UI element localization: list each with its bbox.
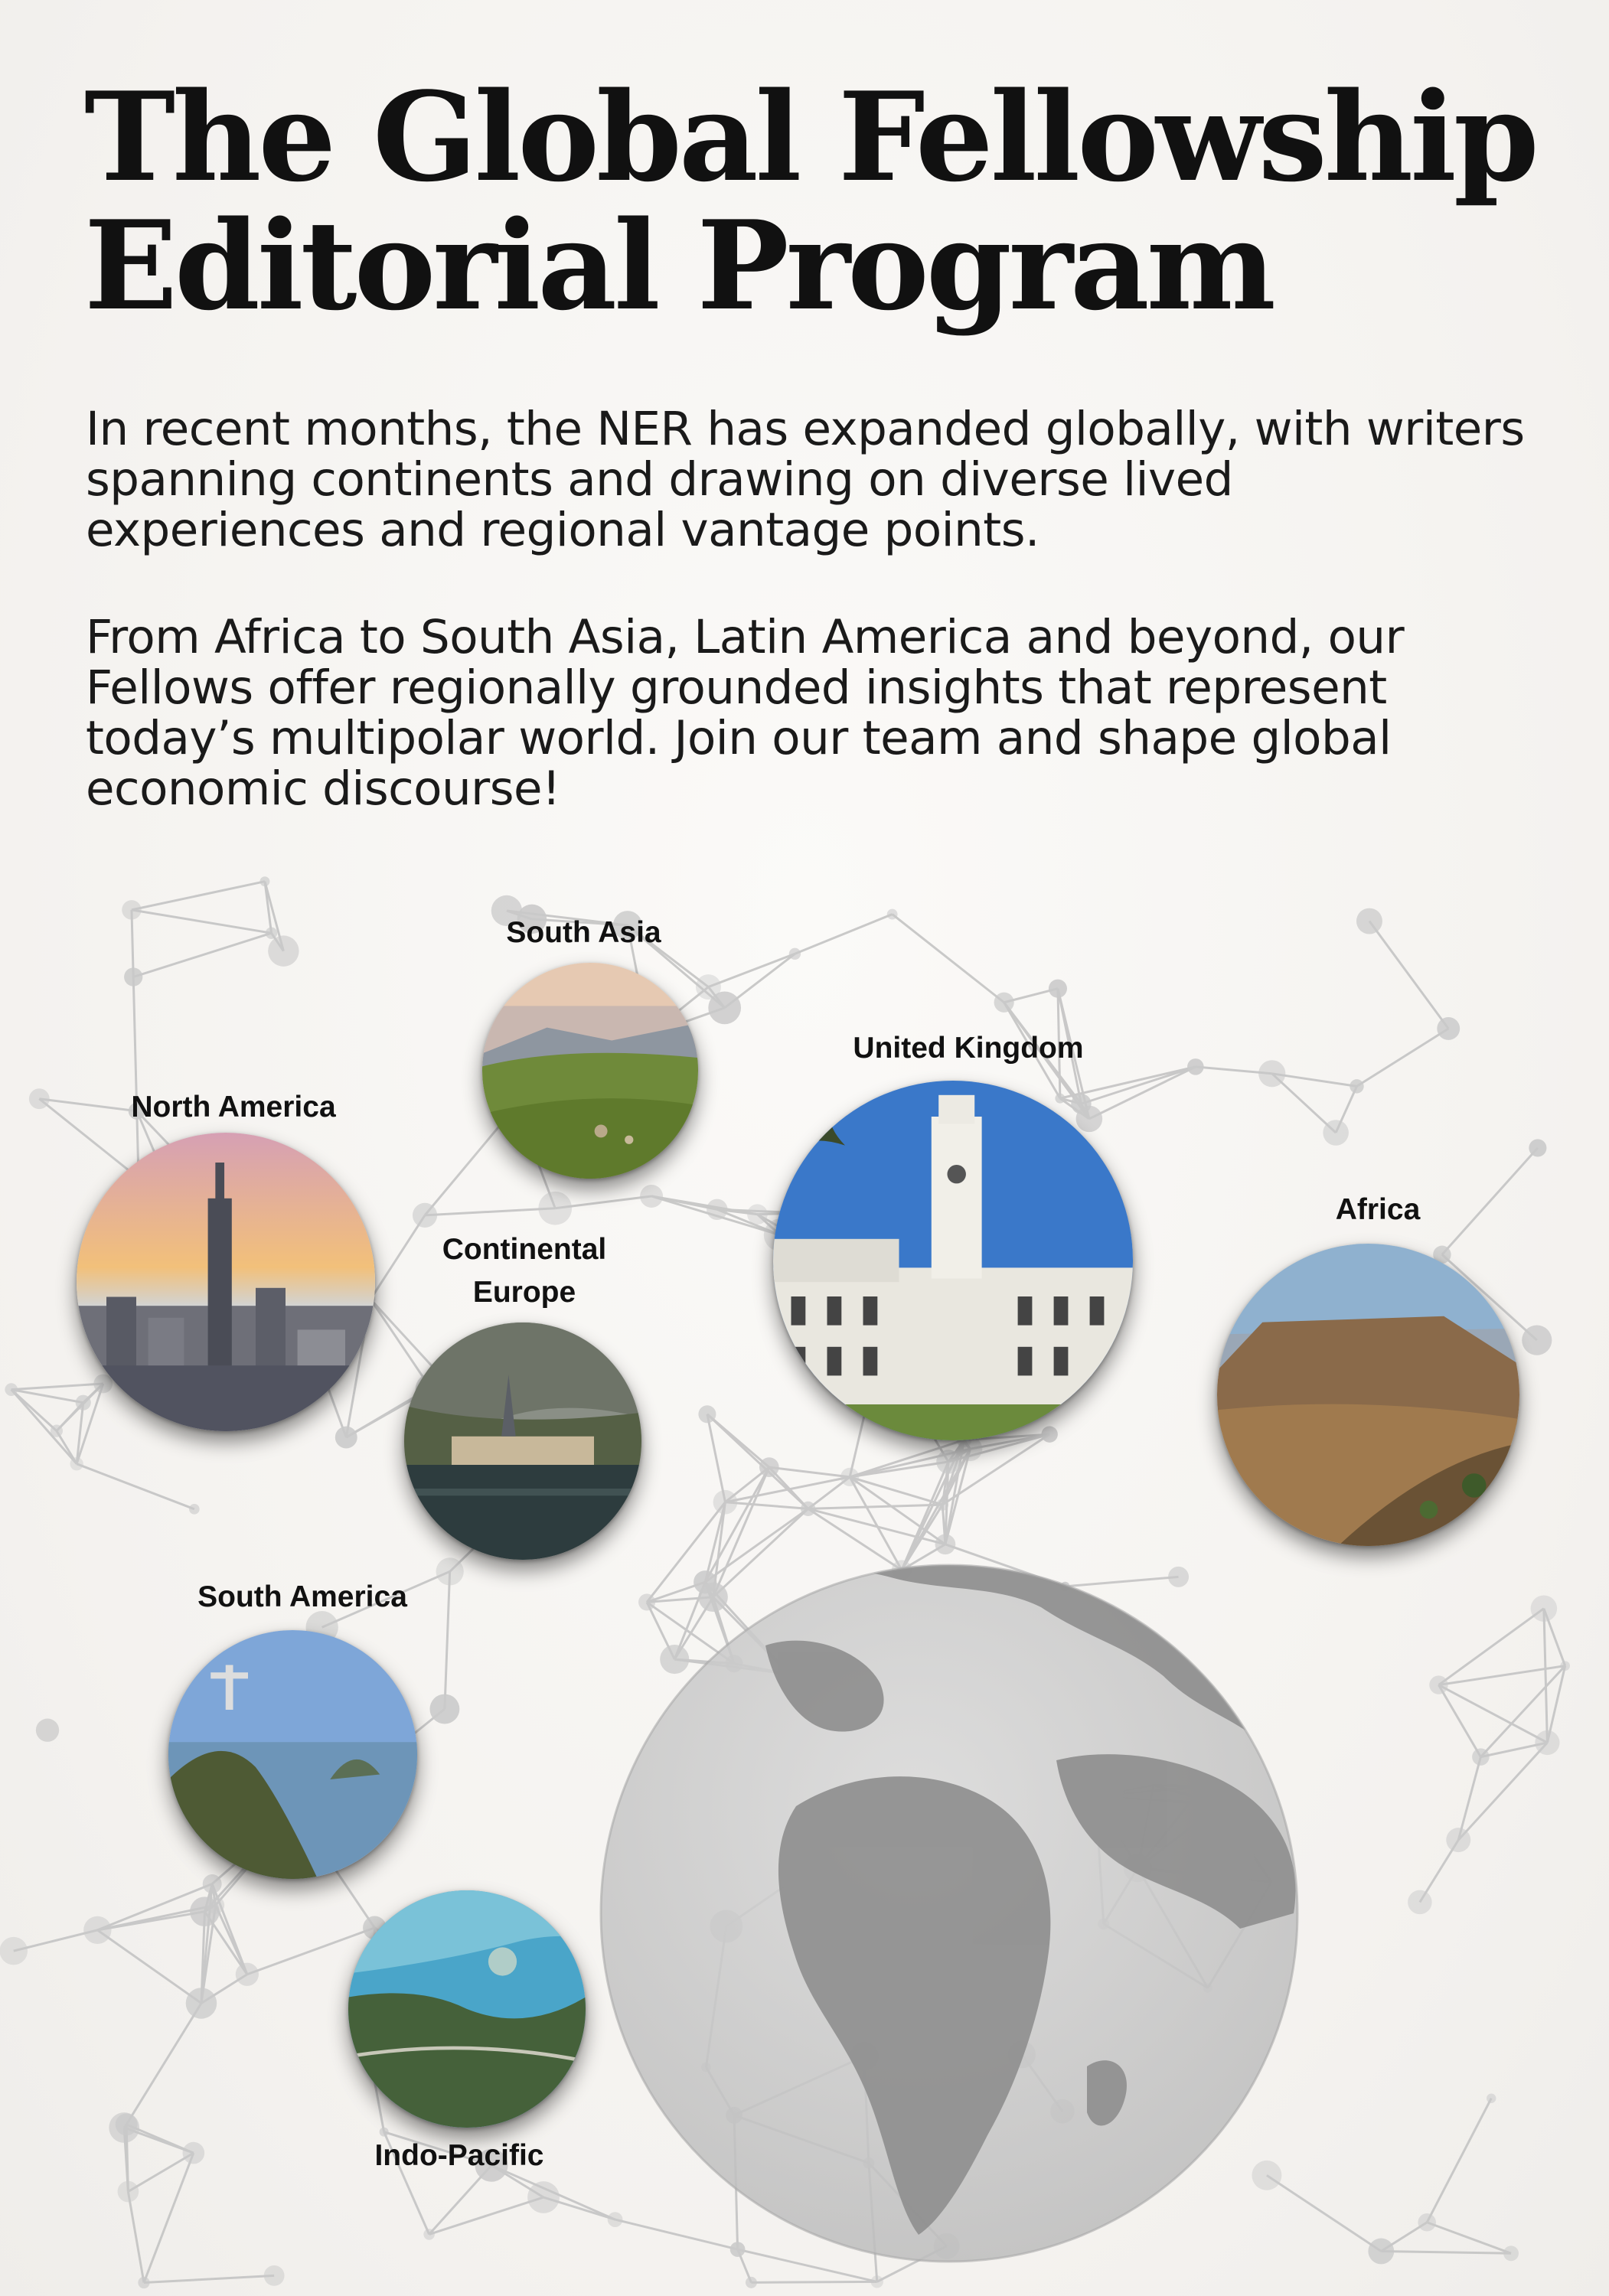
network-node <box>936 1450 961 1474</box>
network-line <box>1438 1609 1543 1685</box>
aerial-coastline-photo <box>348 1890 586 2128</box>
network-line <box>1066 1577 1179 1586</box>
network-line <box>132 882 265 910</box>
network-node <box>746 2277 757 2288</box>
page-title: The Global Fellowship Editorial Program <box>84 65 1536 338</box>
region-label-united-kingdom: United Kingdom <box>853 1032 1084 1065</box>
network-node <box>696 974 721 1000</box>
network-node <box>713 1490 738 1515</box>
network-node <box>1368 2239 1394 2265</box>
network-node <box>29 1088 50 1109</box>
green-hill-valley-photo <box>482 963 698 1179</box>
network-node <box>527 2181 560 2213</box>
network-node <box>268 935 299 966</box>
network-node <box>1258 1060 1285 1087</box>
network-node <box>707 1199 727 1220</box>
network-line <box>769 1467 850 1477</box>
network-line <box>425 1208 555 1215</box>
network-node <box>203 1874 222 1893</box>
network-node <box>789 948 801 960</box>
network-node <box>36 1719 59 1742</box>
network-node <box>698 1405 716 1423</box>
network-line <box>808 1508 902 1570</box>
network-node <box>0 1937 28 1965</box>
network-node <box>259 876 269 886</box>
network-node <box>266 927 277 938</box>
network-node <box>730 2242 746 2257</box>
network-node <box>1531 1595 1558 1622</box>
network-node <box>1076 1106 1103 1133</box>
network-node <box>887 909 898 920</box>
network-node <box>122 900 141 919</box>
network-line <box>144 2275 274 2282</box>
network-line <box>445 1571 450 1709</box>
network-node <box>660 1645 689 1674</box>
network-node <box>1522 1326 1552 1355</box>
network-line <box>128 2192 144 2283</box>
network-node <box>538 1192 572 1225</box>
network-node <box>109 2112 139 2143</box>
network-node <box>1529 1139 1546 1156</box>
intro-paragraph: In recent months, the NER has expanded globally, with writers spanning continents and drawing on diverse lived experiences and regional vantage points. <box>86 402 1525 557</box>
network-line <box>11 1384 103 1390</box>
network-line <box>708 954 795 987</box>
network-node <box>70 1457 83 1470</box>
network-node <box>1560 1661 1570 1671</box>
network-line <box>97 1930 201 2004</box>
network-node <box>1535 1730 1559 1755</box>
network-node <box>935 1534 956 1554</box>
network-node <box>1437 1017 1460 1040</box>
network-node <box>429 1694 459 1724</box>
network-line <box>1089 1067 1196 1119</box>
network-node <box>1055 1094 1065 1104</box>
network-line <box>615 2219 738 2249</box>
network-line <box>713 1508 808 1596</box>
city-skyline-photo <box>77 1133 375 1431</box>
network-line <box>795 915 892 954</box>
table-mountain-plateau-photo <box>1217 1244 1519 1546</box>
network-node <box>694 1570 716 1593</box>
region-label-continental-europe: Continental Europe <box>442 1233 607 1309</box>
network-line <box>1381 2251 1511 2253</box>
network-node <box>1356 908 1382 934</box>
network-node <box>936 1499 948 1511</box>
clock-tower-building-photo <box>773 1081 1133 1440</box>
network-node <box>1408 1890 1432 1915</box>
network-node <box>1446 1828 1470 1852</box>
network-node <box>189 1504 200 1515</box>
network-node <box>871 2275 883 2288</box>
network-line <box>1427 2099 1491 2223</box>
network-line <box>1427 2223 1511 2254</box>
network-line <box>144 2153 194 2282</box>
network-line <box>77 1464 194 1509</box>
network-line <box>1267 2175 1381 2251</box>
network-node <box>335 1427 357 1449</box>
network-line <box>1356 1029 1448 1086</box>
network-line <box>808 1505 943 1508</box>
region-label-south-america: South America <box>197 1580 407 1613</box>
network-line <box>132 910 272 933</box>
region-label-south-asia: South Asia <box>506 916 661 949</box>
network-line <box>370 1215 425 1300</box>
network-node <box>236 1963 259 1986</box>
region-label-north-america: North America <box>131 1091 336 1124</box>
network-node <box>423 2229 435 2240</box>
network-node <box>118 2181 139 2203</box>
network-line <box>128 2153 193 2191</box>
network-node <box>5 1383 18 1396</box>
network-line <box>132 910 133 977</box>
network-node <box>76 1395 91 1411</box>
network-node <box>1252 2161 1281 2190</box>
network-node <box>1350 1079 1363 1093</box>
network-line <box>1081 1067 1195 1104</box>
network-node <box>1049 980 1067 998</box>
lakeside-village-photo <box>404 1322 641 1560</box>
network-node <box>1187 1058 1204 1075</box>
network-line <box>738 2249 877 2281</box>
network-node <box>994 993 1014 1013</box>
network-node <box>801 1502 815 1516</box>
network-node <box>1472 1748 1489 1765</box>
network-node <box>638 1593 655 1610</box>
network-node <box>183 2142 205 2164</box>
network-node <box>747 1204 768 1225</box>
region-label-africa: Africa <box>1335 1193 1421 1226</box>
network-line <box>370 1300 431 1389</box>
network-node <box>264 2265 285 2286</box>
network-line <box>751 2281 876 2282</box>
network-node <box>1429 1675 1447 1694</box>
network-node <box>840 1468 859 1486</box>
network-node <box>1418 2213 1436 2232</box>
network-node <box>83 1916 111 1944</box>
network-line <box>1369 921 1448 1029</box>
network-node <box>93 1375 113 1394</box>
network-node <box>1168 1567 1189 1587</box>
network-line <box>725 1502 808 1509</box>
coastal-statue-mountain-photo <box>168 1630 417 1879</box>
network-node <box>1041 1426 1057 1442</box>
network-node <box>186 1988 217 2019</box>
network-node <box>138 2277 149 2288</box>
network-line <box>705 1467 769 1582</box>
region-label-indo-pacific: Indo-Pacific <box>374 2139 544 2172</box>
network-node <box>1323 1120 1349 1146</box>
network-line <box>133 933 271 977</box>
network-line <box>265 882 272 934</box>
network-line <box>893 915 1004 1003</box>
network-node <box>1487 2094 1496 2103</box>
network-node <box>207 1896 224 1914</box>
network-line <box>1544 1609 1548 1743</box>
network-node <box>51 1425 63 1437</box>
network-node <box>759 1457 779 1477</box>
network-node <box>124 967 142 986</box>
network-node <box>1503 2245 1519 2261</box>
network-node <box>608 2212 623 2227</box>
network-node <box>413 1203 437 1228</box>
network-node <box>640 1185 663 1208</box>
call-to-action-paragraph: From Africa to South Asia, Latin America and beyond, our Fellows offer regionally grounded insights that represent today’s multipolar world. Join our team and shape global economic discourse! <box>86 610 1405 816</box>
network-line <box>126 2003 201 2124</box>
